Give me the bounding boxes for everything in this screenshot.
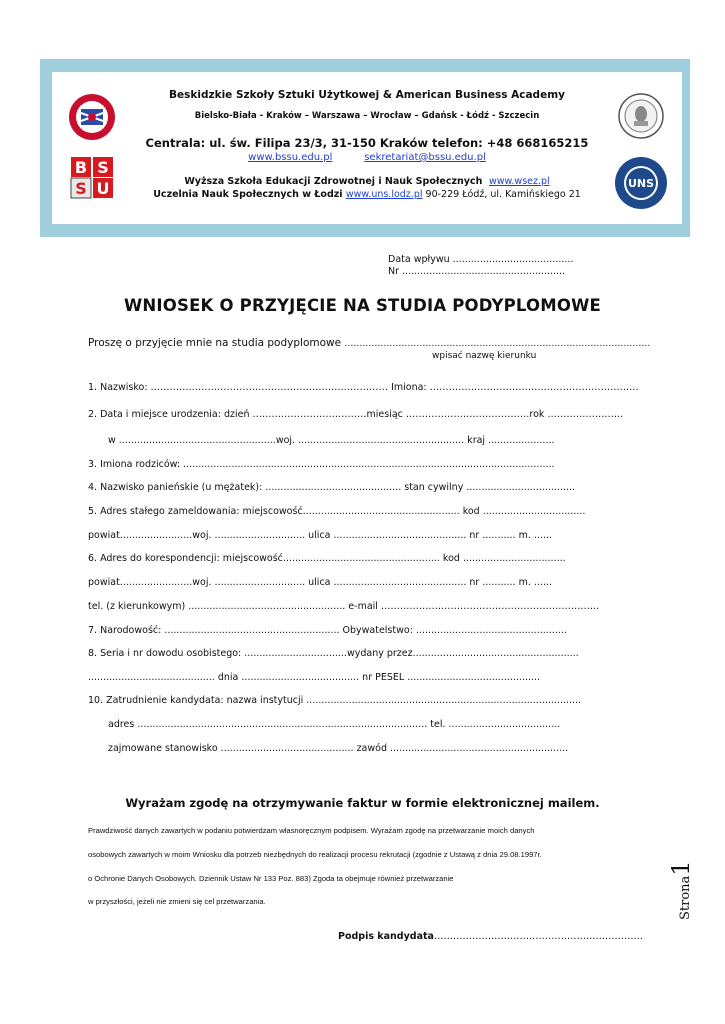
school-seal-logo xyxy=(68,93,116,141)
pesel-field[interactable]: .......................................... dnia ....................................... nr PESEL ............................................ xyxy=(88,672,541,683)
page-word: Strona xyxy=(678,875,693,920)
bssu-website-link[interactable]: www.bssu.edu.pl xyxy=(248,152,333,163)
id-card-field[interactable]: 8. Seria i nr dowodu osobistego: ..................................wydany przez....................................................... xyxy=(88,648,579,659)
position-field[interactable]: zajmowane stanowisko ............................................ zawód ........................................................... xyxy=(108,743,569,754)
program-hint: wpisać nazwę kierunku xyxy=(432,351,537,361)
header-wsez xyxy=(52,176,682,187)
permanent-address-field[interactable]: 5. Adres stałego zameldowania: miejscowość.................................................... kod .................................. xyxy=(88,506,586,517)
uns-address: 90-229 Łódź, ul. Kamińskiego 21 xyxy=(422,189,581,200)
page-title: WNIOSEK O PRZYJĘCIE NA STUDIA PODYPLOMOWE xyxy=(124,296,601,315)
e-invoice-consent: Wyrażam zgodę na otrzymywanie faktur w formie elektronicznej mailem. xyxy=(125,796,600,810)
header-contacts xyxy=(52,152,682,163)
parents-names-field[interactable]: 3. Imiona rodziców: ........................................................................................................................... xyxy=(88,459,555,470)
correspondence-address-field[interactable]: 6. Adres do korespondencji: miejscowość.................................................... kod .................................. xyxy=(88,553,566,564)
birth-date-field[interactable]: 2. Data i miejsce urodzenia: dzień ………………………………miesiąc …………………………………rok …………………… xyxy=(88,409,624,420)
phone-email-field[interactable]: tel. (z kierunkowym) .................................................... e-mail …………………………………………………………… xyxy=(88,601,600,612)
header-uns xyxy=(52,189,682,200)
header-box xyxy=(52,72,682,224)
wsez-website-link[interactable]: www.wsez.pl xyxy=(488,176,550,187)
signature-line xyxy=(338,931,643,942)
header-centrala: Centrala: ul. św. Filipa 23/3, 31-150 Kraków telefon: +48 668165215 xyxy=(145,136,589,150)
maiden-name-field[interactable]: 4. Nazwisko panieńskie (u mężatek): ............................................. stan cywilny .................................... xyxy=(88,482,576,493)
permanent-address-details-field[interactable]: powiat........................woj. .............................. ulica ............................................ nr ........... m. ...... xyxy=(88,530,552,541)
registration-number-field[interactable]: Nr ...................................................... xyxy=(388,266,566,277)
program-field[interactable]: ………………………………………………………………………………………… xyxy=(344,339,651,349)
signature-label: Podpis kandydata xyxy=(338,931,434,942)
academy-seal-logo xyxy=(617,92,665,140)
nationality-field[interactable]: 7. Narodowość: .......................................................... Obywatelstwo: .................................................. xyxy=(88,625,567,636)
declaration-line-2: osobowych zawartych w moim Wniosku dla potrzeb niezbędnych do realizacji procesu rekrutacji (zgodnie z Ustawą z dnia 29.08.1997r. xyxy=(88,850,542,859)
uns-logo xyxy=(614,156,668,210)
wsez-name: Wyższa Szkoła Edukacji Zdrowotnej i Nauk Społecznych xyxy=(184,176,483,187)
correspondence-address-details-field[interactable]: powiat........................woj. .............................. ulica ............................................ nr ........... m. ...... xyxy=(88,577,552,588)
declaration-line-1: Prawdziwość danych zawartych w podaniu potwierdzam własnoręcznym podpisem. Wyrażam zgodę na przetwarzanie moich danych xyxy=(88,826,535,835)
header-schools: Beskidzkie Szkoły Sztuki Użytkowej & American Business Academy xyxy=(169,89,565,101)
uns-website-link[interactable]: www.uns.lodz.pl xyxy=(345,189,423,200)
employer-field[interactable]: 10. Zatrudnienie kandydata: nazwa instytucji ........................................................................................... xyxy=(88,695,582,706)
program-label: Proszę o przyjęcie mnie na studia podyplomowe xyxy=(88,337,345,349)
bssu-letter-b: B xyxy=(74,158,88,177)
date-received-field[interactable]: Data wpływu ........................................ xyxy=(388,254,574,265)
employer-address-field[interactable]: adres ................................................................................................ tel. ..................................... xyxy=(108,719,561,730)
bssu-email-link[interactable]: sekretariat@bssu.edu.pl xyxy=(364,152,486,163)
bssu-letter-s1: S xyxy=(97,158,109,177)
page-number-value: 1 xyxy=(667,860,695,876)
page-number xyxy=(667,860,695,920)
name-field[interactable]: 1. Nazwisko: ………………………………………………………………… Imiona: ………………………………………………………… xyxy=(88,382,639,393)
uns-name: Uczelnia Nauk Społecznych w Łodzi xyxy=(153,189,343,200)
program-line xyxy=(88,337,650,349)
signature-field[interactable]: ………………………………………………………… xyxy=(433,931,643,942)
bssu-letter-s2: S xyxy=(75,179,87,198)
uns-logo-text: UNS xyxy=(627,177,655,190)
declaration-line-4: w przyszłości, jeżeli nie zmieni się cel przetwarzania. xyxy=(88,897,266,906)
bssu-letter-u: U xyxy=(96,179,110,198)
header-cities: Bielsko-Biała - Kraków – Warszawa – Wrocław – Gdańsk - Łódź - Szczecin xyxy=(194,111,540,121)
declaration-line-3: o Ochronie Danych Osobowych. Dziennik Ustaw Nr 133 Poz. 883) Zgoda ta obejmuje również przetwarzanie xyxy=(88,874,454,883)
bssu-logo xyxy=(69,155,115,199)
birth-place-field[interactable]: w ....................................................woj. ....................................................... kraj ...................... xyxy=(108,435,555,446)
